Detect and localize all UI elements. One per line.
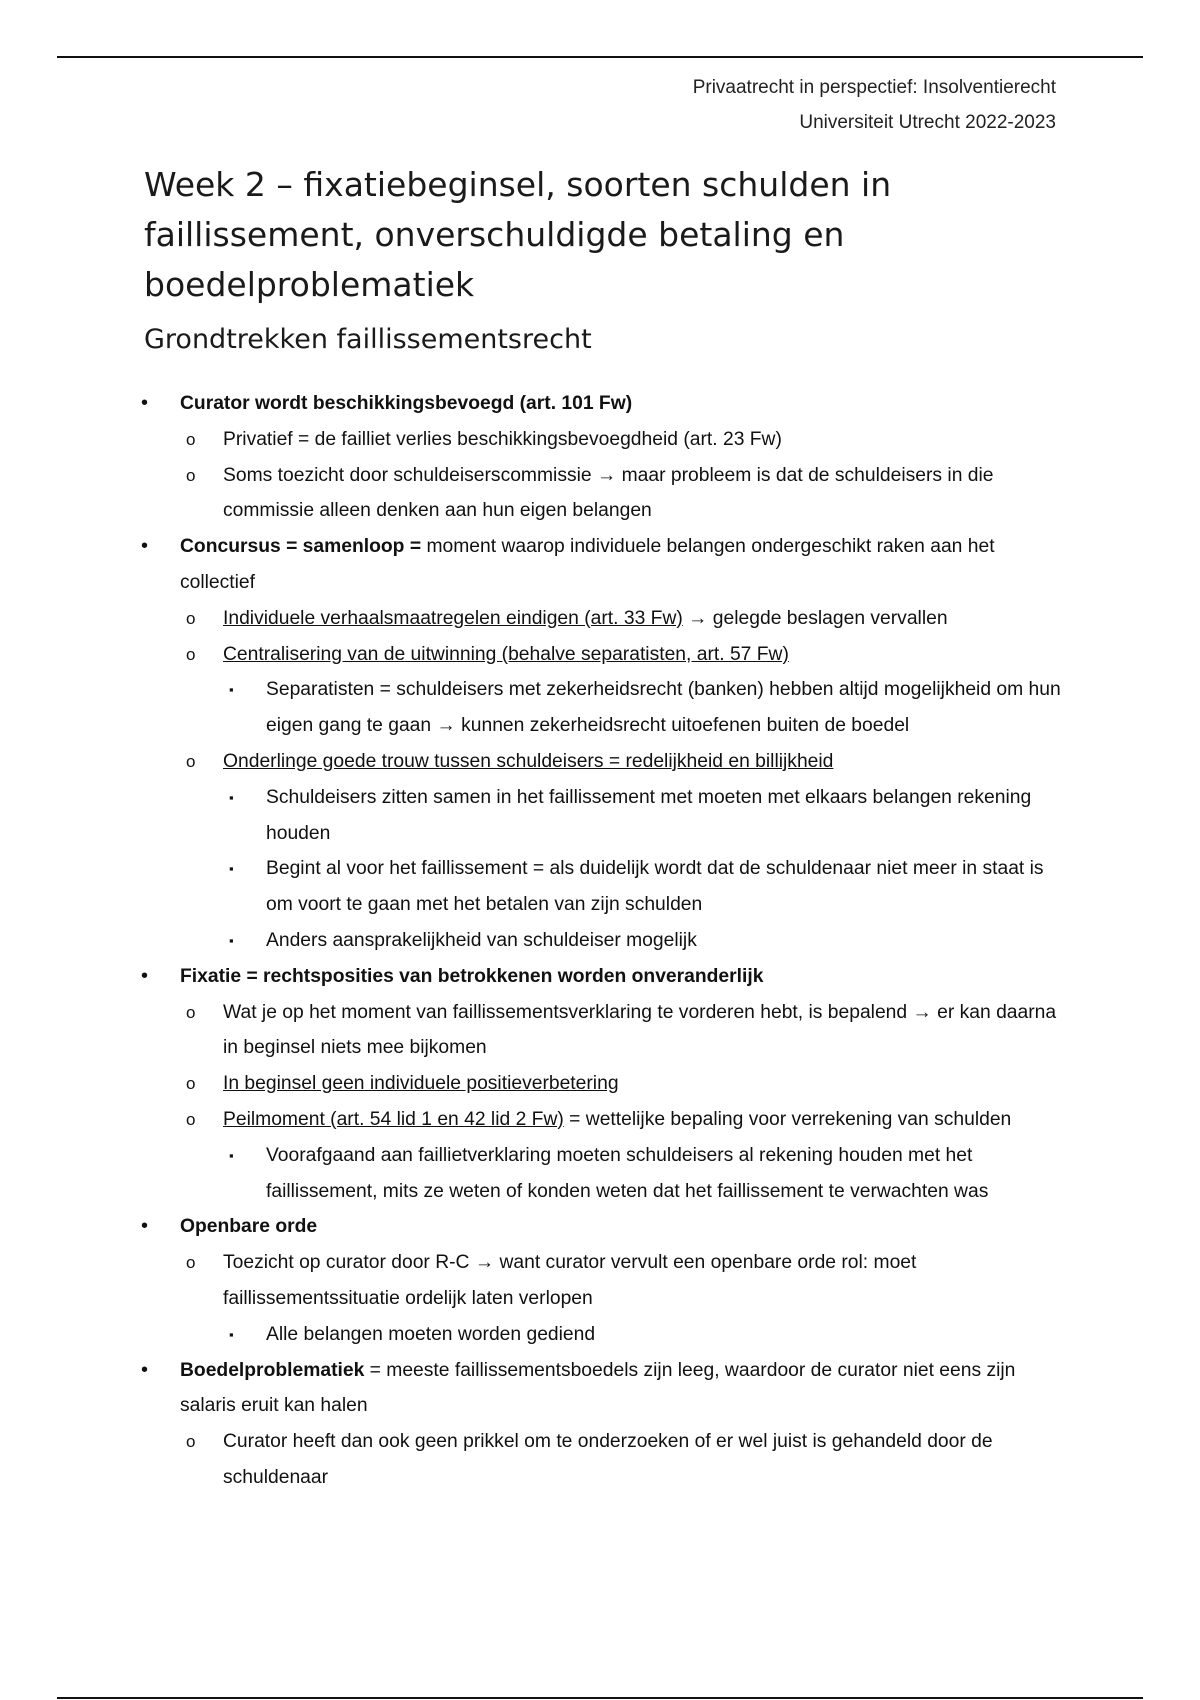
item-bold-text: Openbare orde <box>180 1216 318 1238</box>
list-item <box>144 780 1064 852</box>
square-bullet-icon: ▪ <box>229 789 234 805</box>
item-bold-text: Fixatie = rechtsposities van betrokkenen worden onveranderlijk <box>180 965 764 987</box>
item-bold-text: Concursus = samenloop = <box>180 536 422 558</box>
item-text: Toezicht op curator door R-C → want curator vervult een openbare orde rol: moet faillissementssituatie ordelijk laten verlopen <box>223 1252 917 1309</box>
list-item <box>144 1102 1064 1138</box>
list-item <box>144 1424 1064 1496</box>
circle-bullet-icon: o <box>186 1253 196 1273</box>
list-item <box>144 672 1064 744</box>
item-text: moment waarop individuele belangen ondergeschikt raken aan het collectief <box>180 536 995 593</box>
item-underlined-text: Onderlinge goede trouw tussen schuldeisers = redelijkheid en billijkheid <box>223 750 834 772</box>
item-underlined-text: In beginsel geen individuele positieverbetering <box>223 1073 619 1095</box>
list-item <box>144 923 1064 959</box>
page-title: Week 2 – fixatiebeginsel, soorten schulden in faillissement, onverschuldigde betaling en boedelproblematiek <box>144 165 892 304</box>
list-item <box>144 601 1064 637</box>
list-item <box>144 422 1064 458</box>
header-course: Privaatrecht in perspectief: Insolventierecht <box>692 77 1056 98</box>
list-item <box>141 529 1064 601</box>
circle-bullet-icon: o <box>186 1109 196 1129</box>
list-item <box>144 1317 1064 1353</box>
list-item <box>141 1353 1064 1425</box>
list-item <box>144 744 1064 780</box>
disc-bullet-icon: • <box>141 392 149 414</box>
disc-bullet-icon: • <box>141 535 149 558</box>
list-item <box>141 959 1064 995</box>
list-item <box>144 1245 1064 1317</box>
item-bold-text: Curator wordt beschikkingsbevoegd (art. 101 Fw) <box>180 393 633 414</box>
circle-bullet-icon: o <box>186 644 196 664</box>
list-item <box>141 1209 1064 1245</box>
item-text: Anders aansprakelijkheid van schuldeiser mogelijk <box>266 929 697 951</box>
disc-bullet-icon: • <box>141 1215 149 1238</box>
header-university: Universiteit Utrecht 2022-2023 <box>799 112 1056 133</box>
item-underlined-text: Centralisering van de uitwinning (behalve separatisten, art. 57 Fw) <box>223 643 789 665</box>
item-text: = meeste faillissementsboedels zijn leeg, waardoor de curator niet eens zijn salaris eruit kan halen <box>180 1359 1016 1417</box>
page-header <box>693 70 1056 140</box>
item-text: Wat je op het moment van faillissementsverklaring te vorderen hebt, is bepalend → er kan daarna in beginsel niets mee bijkomen <box>223 1001 1057 1059</box>
list-item <box>144 458 1064 530</box>
list-item <box>141 386 1064 422</box>
item-text: Separatisten = schuldeisers met zekerheidsrecht (banken) hebben altijd mogelijkheid om hun eigen gang te gaan → kunnen zekerheidsrecht uitoefenen buiten de boedel <box>266 679 1061 737</box>
disc-bullet-icon: • <box>141 1358 149 1381</box>
list-item <box>144 1066 1064 1102</box>
circle-bullet-icon: o <box>186 1002 196 1022</box>
item-text: → gelegde beslagen vervallen <box>682 607 948 629</box>
square-bullet-icon: ▪ <box>229 1147 234 1163</box>
bullet-list <box>141 386 1064 1496</box>
item-text: Soms toezicht door schuldeiserscommissie → maar probleem is dat de schuldeisers in die commissie alleen denken aan hun eigen belangen <box>223 464 994 522</box>
header-rule <box>57 56 1143 58</box>
list-item <box>144 995 1064 1067</box>
section-heading: Grondtrekken faillissementsrecht <box>144 324 592 355</box>
list-item <box>144 637 1064 673</box>
circle-bullet-icon: o <box>186 751 196 771</box>
item-text: = wettelijke bepaling voor verrekening van schulden <box>563 1108 1012 1130</box>
item-bold-text: Boedelproblematiek <box>180 1359 365 1381</box>
square-bullet-icon: ▪ <box>229 682 234 698</box>
circle-bullet-icon: o <box>186 1432 196 1452</box>
item-text: Alle belangen moeten worden gediend <box>266 1323 596 1345</box>
item-text: Voorafgaand aan faillietverklaring moeten schuldeisers al rekening houden met het faillissement, mits ze weten of konden weten dat het faillissement te verwachten was <box>266 1144 989 1202</box>
circle-bullet-icon: o <box>186 1074 196 1094</box>
disc-bullet-icon: • <box>141 964 149 987</box>
item-text: Privatief = de failliet verlies beschikkingsbevoegdheid (art. 23 Fw) <box>223 428 782 450</box>
circle-bullet-icon: o <box>186 429 196 449</box>
list-item <box>144 1138 1064 1210</box>
item-text: Begint al voor het faillissement = als duidelijk wordt dat de schuldenaar niet meer in staat is om voort te gaan met het betalen van zijn schulden <box>266 858 1044 916</box>
square-bullet-icon: ▪ <box>229 861 234 877</box>
item-text: Curator heeft dan ook geen prikkel om te onderzoeken of er wel juist is gehandeld door de schuldenaar <box>223 1431 993 1488</box>
item-underlined-text: Individuele verhaalsmaatregelen eindigen (art. 33 Fw) <box>223 607 683 629</box>
square-bullet-icon: ▪ <box>229 932 234 948</box>
item-text: Schuldeisers zitten samen in het faillissement met moeten met elkaars belangen rekening houden <box>266 786 1032 844</box>
list-item <box>144 851 1064 923</box>
circle-bullet-icon: o <box>186 608 196 628</box>
square-bullet-icon: ▪ <box>229 1326 234 1342</box>
circle-bullet-icon: o <box>186 465 196 485</box>
footer-rule <box>57 1697 1143 1699</box>
item-underlined-text: Peilmoment (art. 54 lid 1 en 42 lid 2 Fw) <box>223 1108 564 1130</box>
